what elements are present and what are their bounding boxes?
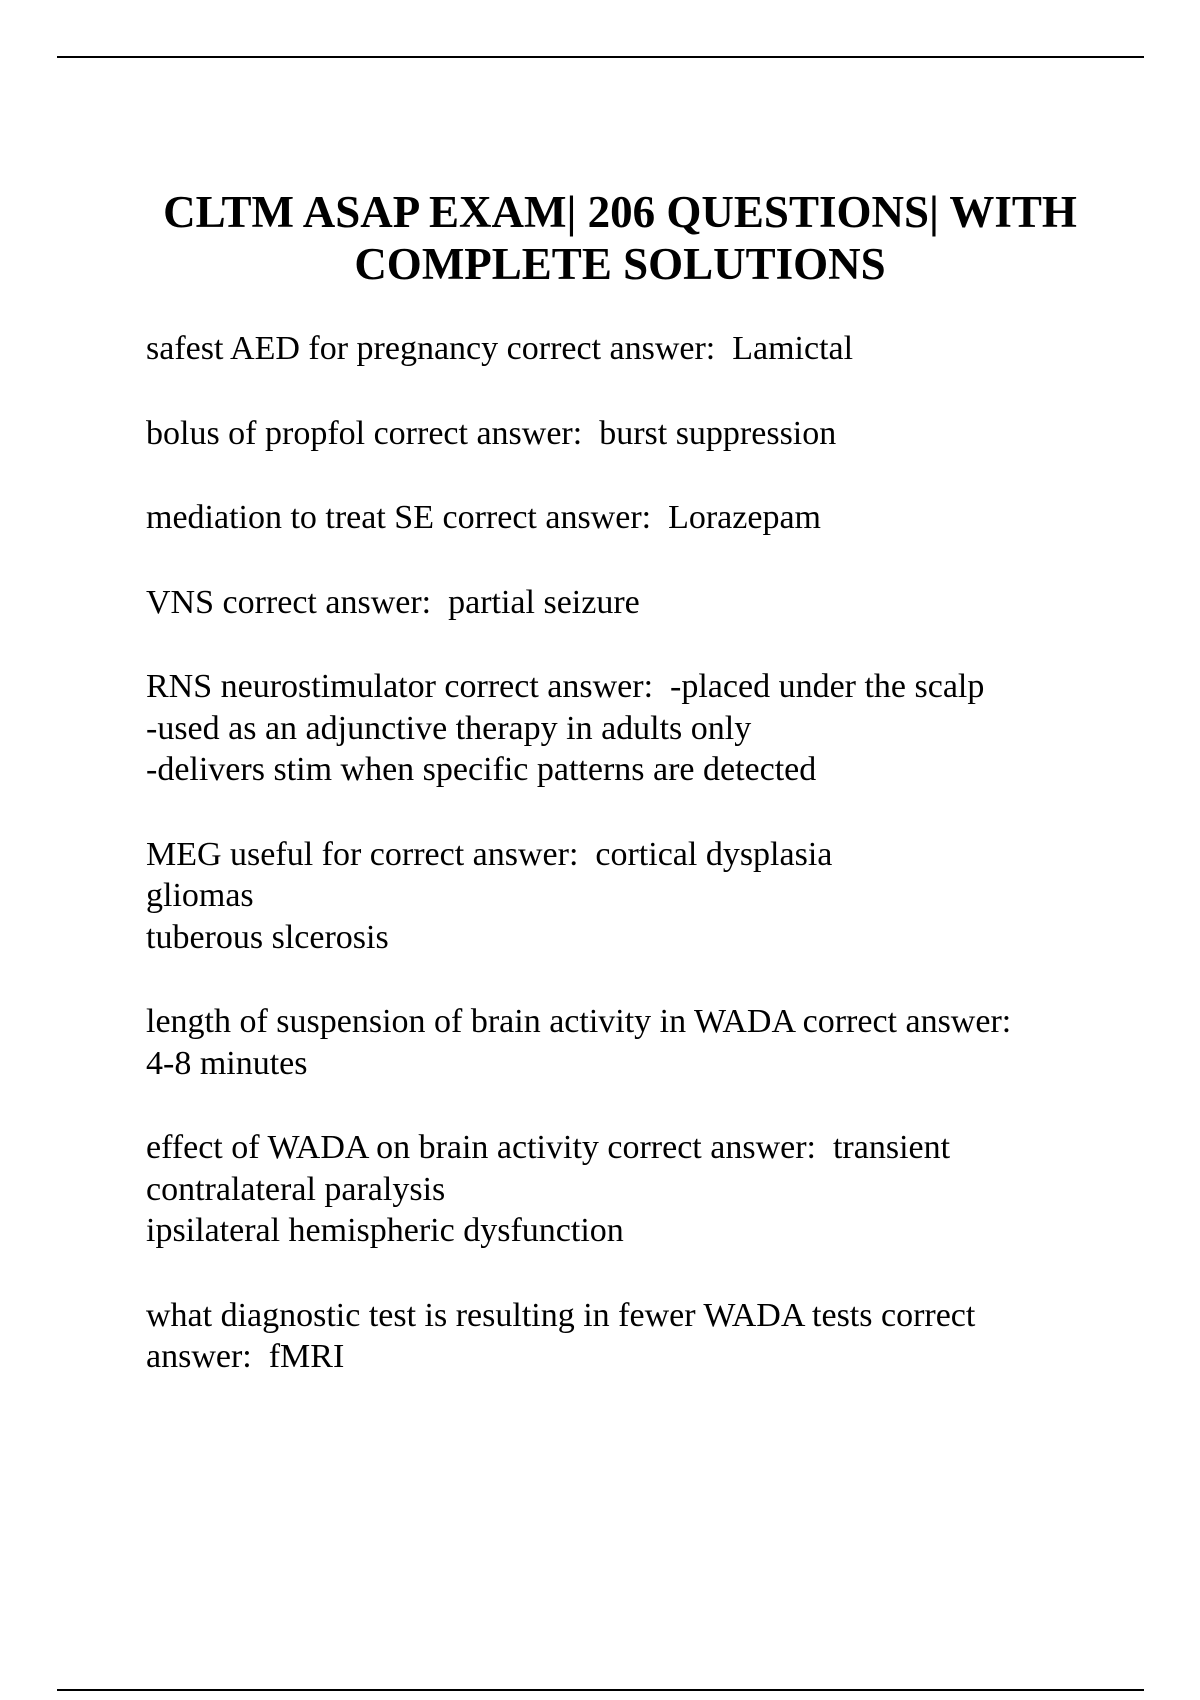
qa-line: answer: fMRI	[146, 1338, 345, 1375]
qa-line: effect of WADA on brain activity correct answer: transient	[146, 1129, 951, 1166]
qa-entry	[146, 582, 1146, 624]
qa-line: RNS neurostimulator correct answer: -placed under the scalp	[146, 668, 985, 705]
bottom-rule	[57, 1689, 1144, 1691]
qa-line: VNS correct answer: partial seizure	[146, 583, 640, 621]
title-line-2: COMPLETE SOLUTIONS	[354, 239, 886, 289]
qa-entry	[146, 1001, 1146, 1084]
qa-line: MEG useful for correct answer: cortical dysplasia	[146, 835, 833, 873]
qa-line: ipsilateral hemispheric dysfunction	[146, 1212, 624, 1249]
qa-line: safest AED for pregnancy correct answer: Lamictal	[146, 330, 854, 367]
qa-list	[146, 328, 1146, 1421]
qa-entry	[146, 1127, 1146, 1252]
title-line-1: CLTM ASAP EXAM| 206 QUESTIONS| WITH	[163, 187, 1077, 237]
qa-line: length of suspension of brain activity in WADA correct answer:	[146, 1003, 1012, 1040]
qa-entry	[146, 834, 1146, 959]
qa-line: 4-8 minutes	[146, 1044, 308, 1082]
qa-line: mediation to treat SE correct answer: Lorazepam	[146, 499, 821, 536]
qa-entry	[146, 497, 1146, 539]
qa-line: -used as an adjunctive therapy in adults only	[146, 709, 752, 747]
qa-line: gliomas	[146, 877, 254, 914]
qa-entry	[146, 1295, 1146, 1378]
qa-entry	[146, 413, 1146, 455]
qa-entry	[146, 328, 1146, 370]
qa-line: bolus of propfol correct answer: burst suppression	[146, 414, 837, 452]
qa-line: contralateral paralysis	[146, 1170, 446, 1208]
qa-line: tuberous slcerosis	[146, 918, 389, 956]
qa-line: -delivers stim when specific patterns are detected	[146, 751, 817, 788]
top-rule	[57, 56, 1144, 58]
page-title	[100, 186, 1140, 290]
qa-line: what diagnostic test is resulting in fewer WADA tests correct	[146, 1296, 976, 1334]
qa-entry	[146, 666, 1146, 791]
